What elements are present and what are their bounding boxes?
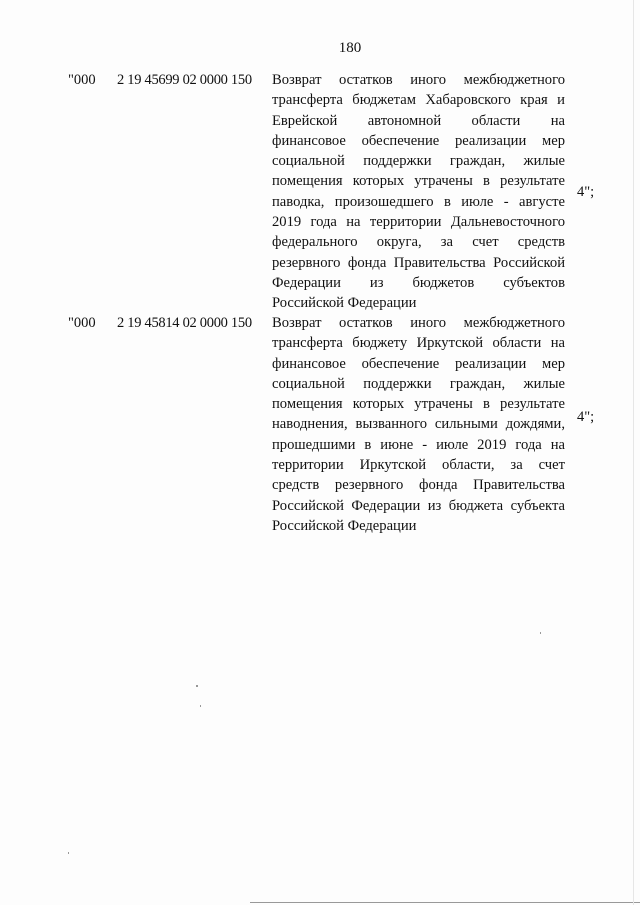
- scan-edge-line: [250, 902, 640, 903]
- description-line: средств резервного фонда Правительства: [272, 477, 565, 494]
- scan-speck: [540, 632, 541, 634]
- description-line: Федерации из бюджетов субъектов: [272, 274, 565, 291]
- description-line: прошедшими в июне - июле 2019 года на: [272, 436, 565, 453]
- scan-speck: [196, 685, 198, 687]
- description-line: наводнения, вызванного сильными дождями,: [272, 416, 565, 433]
- description-line: социальной поддержки граждан, жилые: [272, 153, 565, 170]
- description-line: трансферта бюджету Иркутской области на: [272, 335, 565, 352]
- admin-code: "000: [68, 315, 96, 331]
- scan-speck: [200, 705, 201, 707]
- budget-classification-code: 2 19 45699 02 0000 150: [117, 72, 252, 88]
- description-line: Возврат остатков иного межбюджетного: [272, 315, 565, 331]
- entry-amount: 4";: [577, 409, 595, 425]
- description-line: Российской Федерации из бюджета субъекта: [272, 497, 565, 514]
- admin-code: "000: [68, 72, 96, 88]
- description-line: социальной поддержки граждан, жилые: [272, 375, 565, 392]
- description-line: Российской Федерации: [272, 295, 417, 312]
- description-line: федерального округа, за счет средств: [272, 234, 565, 251]
- description-line: Возврат остатков иного межбюджетного: [272, 72, 565, 88]
- description-line: помещения которых утрачены в результате: [272, 173, 565, 190]
- description-line: Еврейской автономной области на: [272, 112, 565, 129]
- budget-classification-code: 2 19 45814 02 0000 150: [117, 315, 252, 331]
- scan-page-edge: [633, 0, 634, 905]
- description-line: территории Иркутской области, за счет: [272, 457, 565, 474]
- description-line: помещения которых утрачены в результате: [272, 396, 565, 413]
- description-line: резервного фонда Правительства Российской: [272, 254, 565, 271]
- description-line: финансовое обеспечение реализации мер: [272, 355, 565, 372]
- description-line: финансовое обеспечение реализации мер: [272, 132, 565, 149]
- description-line: трансферта бюджетам Хабаровского края и: [272, 92, 565, 109]
- scan-speck: [68, 852, 69, 854]
- description-line: паводка, произошедшего в июле - августе: [272, 193, 565, 210]
- description-line: Российской Федерации: [272, 517, 417, 534]
- entry-amount: 4";: [577, 184, 595, 200]
- entry-description: [272, 313, 565, 536]
- description-line: 2019 года на территории Дальневосточного: [272, 214, 565, 231]
- entry-description: [272, 70, 565, 314]
- page-number: 180: [338, 40, 362, 56]
